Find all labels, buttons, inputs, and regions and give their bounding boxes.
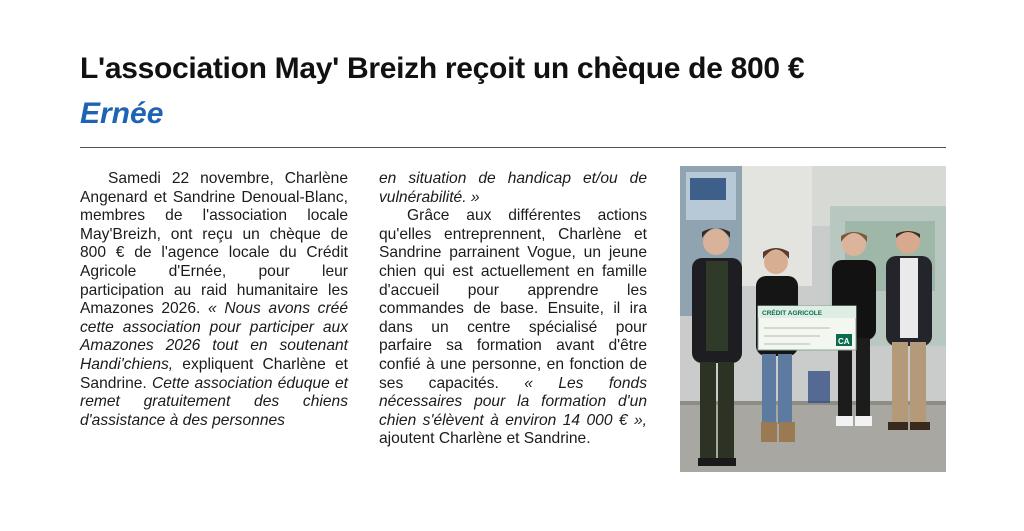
paragraph	[379, 170, 647, 207]
cheque-bank-logo: CA	[838, 337, 850, 346]
body-text: Grâce aux différentes actions qu'elles entreprennent, Charlène et Sandrine parrainent Vogue, un jeune chien qui est actuellement en famille d'accueil pour apprendre les commandes de base. Ensuite, il ira dans un centre spécialisé pour parfaire sa formation avant d'être confié à une personne, en fonction de ses capacités.	[379, 207, 647, 392]
cheque	[758, 306, 856, 350]
cheque-bank-name: CRÉDIT AGRICOLE	[762, 310, 823, 317]
text-column-1	[80, 170, 348, 430]
quote-text: « Nous avons créé cette association pour participer aux Amazones 2026 tout en soutenant Handi'chiens,	[80, 300, 348, 373]
quote-text: Cette association éduque et remet gratuitement des chiens d'assistance à des personnes	[80, 374, 348, 429]
attribution-text: ajoutent Charlène et Sandrine.	[379, 430, 591, 448]
article-photo	[680, 166, 946, 472]
article-location: Ernée	[80, 97, 164, 130]
text-column-2	[379, 170, 647, 449]
paragraph	[80, 170, 348, 430]
quote-text: « Les fonds nécessaires pour la formation d'un chien s'élèvent à environ 14 000 € »,	[379, 374, 647, 429]
body-text: Samedi 22 novembre, Charlène Angenard et Sandrine Denoual-Blanc, membres de l'association locale May'Breizh, ont reçu un chèque de 800 € de l'agence locale du Crédit Agricole d'Ernée, pour leur participation au raid humanitaire les Amazones 2026.	[80, 170, 348, 318]
paragraph	[379, 207, 647, 449]
quote-text: en situation de handicap et/ou de vulnérabilité. »	[379, 170, 647, 206]
article-headline: L'association May' Breizh reçoit un chèque de 800 €	[80, 52, 805, 85]
separator-rule	[80, 147, 946, 148]
attribution-text: expliquent Charlène et Sandrine.	[80, 355, 348, 392]
